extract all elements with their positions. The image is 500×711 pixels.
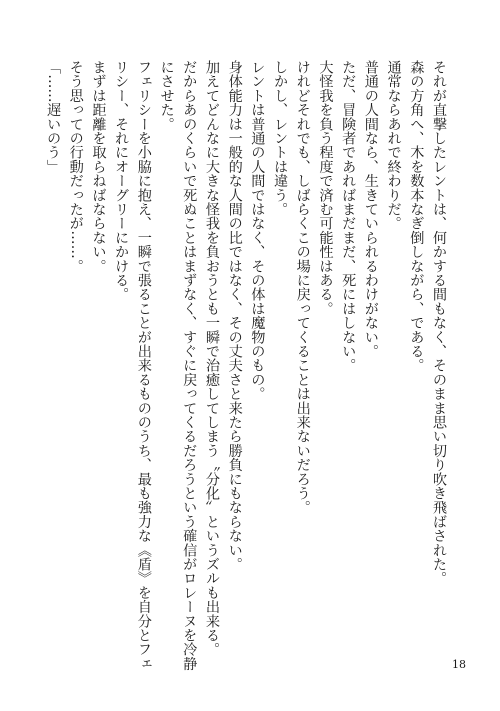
text-line: 「……遅いのう」 bbox=[45, 60, 62, 174]
page-number: 18 bbox=[452, 658, 466, 671]
text-line: リシー、それにオーグリーにかける。 bbox=[113, 60, 130, 302]
vertical-text-block bbox=[45, 60, 450, 671]
text-line: 森の方角へ、木を数本なぎ倒しながら、である。 bbox=[408, 60, 425, 373]
text-line: 加えてどんなに大きな怪我を負おうとも一瞬で治癒してしまう〝分化〟というズルも出来る。 bbox=[203, 60, 220, 657]
text-line: にさせた。 bbox=[158, 60, 175, 131]
text-line: それが直撃したレントは、何かする間もなく、そのまま思い切り吹き飛ばされた。 bbox=[431, 60, 447, 586]
text-line: フェリシーを小脇に抱え、一瞬で張ることが出来るもののうち、最も強力な《盾》を自分とフェ bbox=[135, 60, 152, 671]
text-line: 身体能力は一般的な人間の比ではなく、その丈夫さと来たら勝負にもならない。 bbox=[226, 60, 243, 572]
text-line: レントは普通の人間ではなく、その体は魔物のもの。 bbox=[249, 60, 266, 401]
text-line: そう思っての行動だったが……。 bbox=[67, 60, 84, 273]
text-line: まずは距離を取らねばならない。 bbox=[90, 60, 107, 273]
text-line: 大怪我を負う程度で済む可能性はある。 bbox=[317, 60, 334, 316]
text-line: けれどそれでも、しばらくこの場に戻ってくることは出来ないだろう。 bbox=[294, 60, 311, 515]
text-line: 普通の人間なら、生きていられるわけがない。 bbox=[362, 60, 379, 359]
text-line: だからあのくらいで死ぬことはまずなく、すぐに戻ってくるだろうという確信がロレーヌを冷静 bbox=[181, 60, 198, 671]
text-line: しかし、レントは違う。 bbox=[272, 60, 289, 217]
text-line: ただ、冒険者であればまだまだ、死にはしない。 bbox=[340, 60, 357, 373]
text-line: 通常ならあれで終わりだ。 bbox=[385, 60, 402, 231]
